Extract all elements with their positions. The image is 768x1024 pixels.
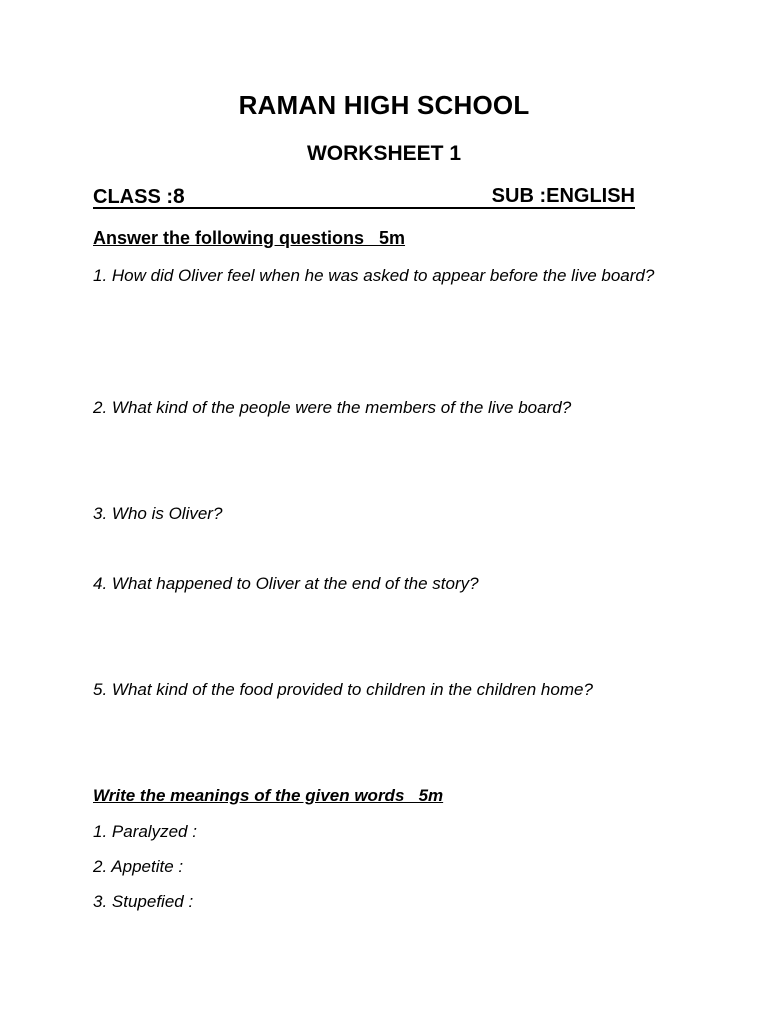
class-value: 8 — [173, 185, 185, 208]
question-3: 3. Who is Oliver? — [93, 504, 223, 523]
word-item-2: 2. Appetite : — [93, 857, 184, 876]
word-item-1: 1. Paralyzed : — [93, 822, 197, 841]
class-subject-line — [93, 185, 635, 209]
question-5: 5. What kind of the food provided to children in the children home? — [93, 680, 593, 699]
school-name: RAMAN HIGH SCHOOL — [238, 90, 530, 120]
class-label — [93, 185, 185, 209]
question-4: 4. What happened to Oliver at the end of the story? — [93, 574, 479, 593]
question-1: 1. How did Oliver feel when he was asked to appear before the live board? — [93, 266, 655, 285]
section-heading-questions: Answer the following questions 5m — [93, 228, 406, 248]
worksheet-title: WORKSHEET 1 — [306, 142, 461, 165]
section-heading-meanings: Write the meanings of the given words 5m — [93, 786, 444, 805]
class-label-text: CLASS : — [93, 186, 173, 208]
subject-label: SUB :ENGLISH — [491, 185, 635, 207]
question-2: 2. What kind of the people were the members of the live board? — [93, 398, 572, 417]
word-item-3: 3. Stupefied : — [93, 892, 194, 911]
